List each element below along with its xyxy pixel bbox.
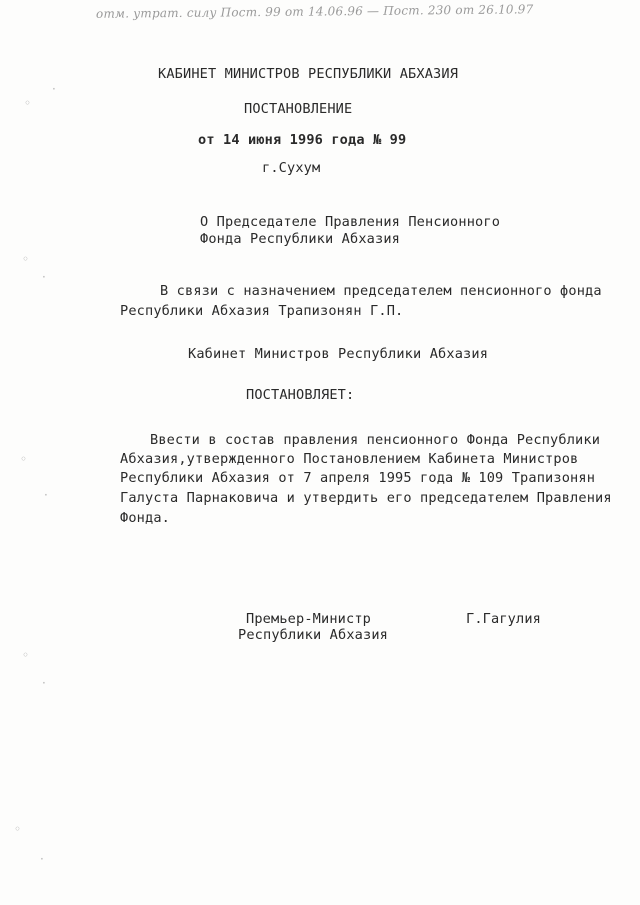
body-line-3: Республики Абхазия от 7 апреля 1995 года № 109 Трапизонян	[120, 470, 596, 486]
preamble-line-1: В связи с назначением председателем пенсионного фонда	[160, 283, 602, 299]
signature-title-line-2: Республики Абхазия	[238, 627, 389, 643]
doc-type: ПОСТАНОВЛЕНИЕ	[244, 101, 353, 117]
cabinet-line: Кабинет Министров Республики Абхазия	[188, 346, 489, 362]
body-line-5: Фонда.	[120, 510, 171, 526]
margin-mark: ·	[44, 488, 48, 502]
body-line-4: Галуста Парнаковича и утвердить его председателем Правления	[120, 490, 612, 506]
body-line-2: Абхазия,утвержденного Постановлением Кабинета Министров	[120, 451, 579, 467]
margin-mark: ◦	[20, 452, 28, 466]
margin-mark: ◦	[24, 96, 32, 110]
resolves-heading: ПОСТАНОВЛЯЕТ:	[246, 387, 355, 403]
margin-mark: ◦	[22, 252, 30, 266]
margin-mark: ·	[42, 270, 46, 284]
signature-name: Г.Гагулия	[466, 611, 542, 627]
margin-mark: ◦	[14, 822, 22, 836]
city: г.Сухум	[262, 160, 321, 176]
margin-mark: ◦	[22, 648, 30, 662]
margin-mark: ·	[52, 82, 56, 96]
preamble-line-2: Республики Абхазия Трапизонян Г.П.	[120, 303, 404, 319]
handwritten-note: отм. утрат. силу Пост. 99 от 14.06.96 — Пост. 230 от 26.10.97	[95, 2, 534, 21]
subject-line-1: О Председателе Правления Пенсионного	[200, 214, 501, 230]
org-title: КАБИНЕТ МИНИСТРОВ РЕСПУБЛИКИ АБХАЗИЯ	[158, 66, 459, 82]
signature-title-line-1: Премьер-Министр	[246, 611, 372, 627]
margin-mark: ·	[40, 852, 44, 866]
date-number: от 14 июня 1996 года № 99	[198, 132, 407, 148]
margin-mark: ·	[42, 676, 46, 690]
subject-line-2: Фонда Республики Абхазия	[200, 231, 401, 247]
body-line-1: Ввести в состав правления пенсионного Фонда Республики	[150, 432, 601, 448]
